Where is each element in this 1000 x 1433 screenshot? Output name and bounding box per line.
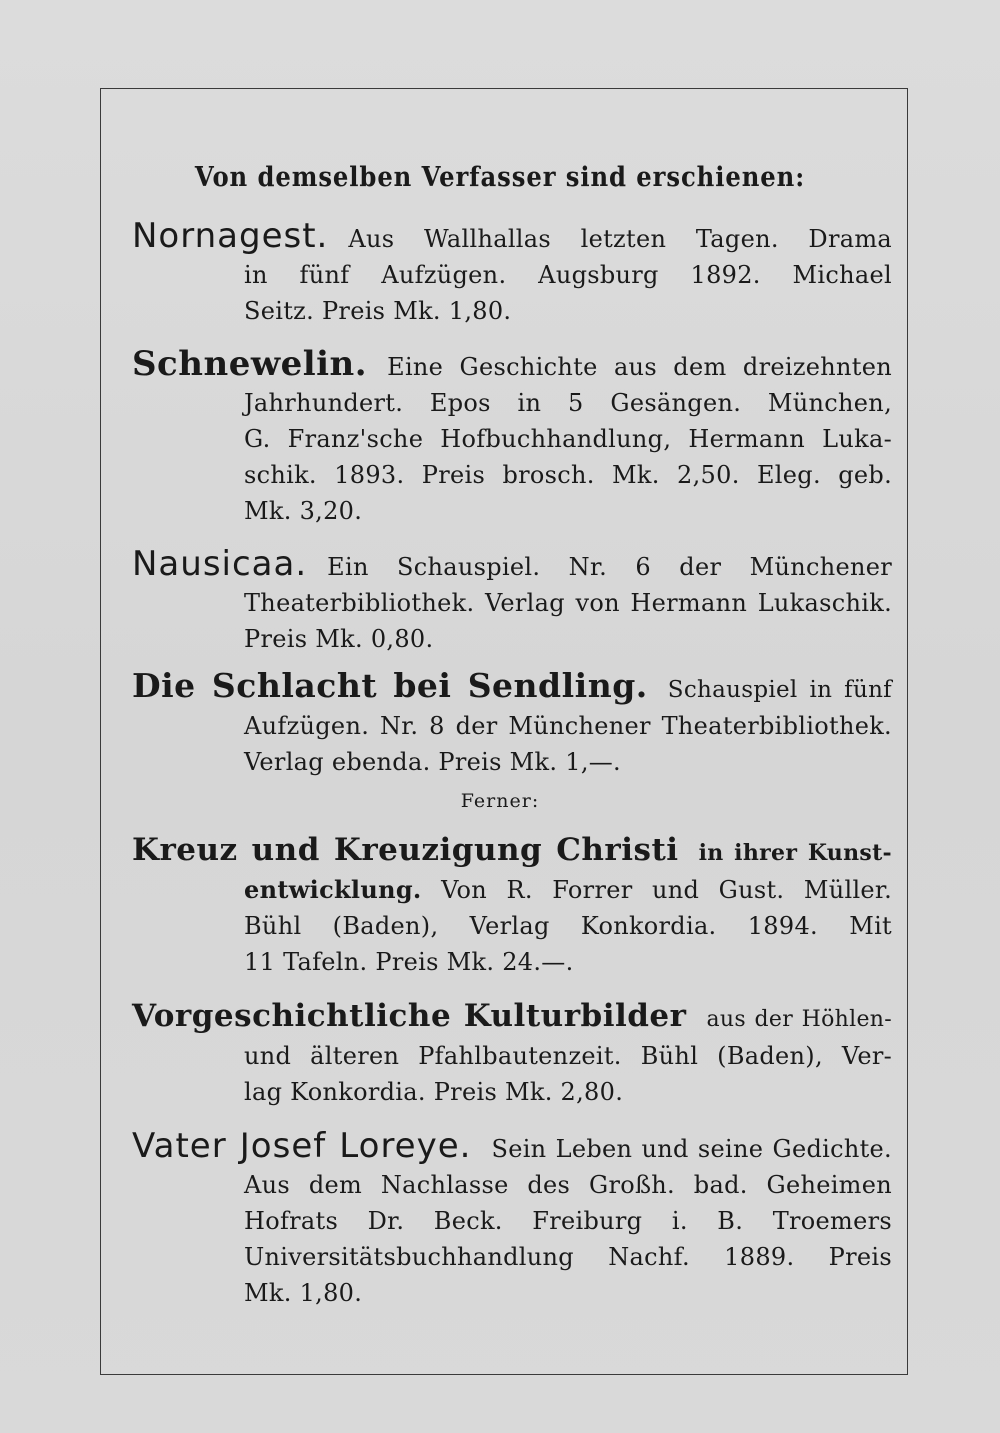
entry-line: Verlag ebenda. Preis Mk. 1,—. [244, 748, 621, 776]
entry-line-group [132, 872, 892, 908]
entry-title: Die Schlacht bei Sendling. [132, 666, 648, 705]
entry-vater-josef-loreye [132, 1128, 892, 1311]
entry-title: Nornagest. [132, 216, 329, 256]
entry-first-line [132, 832, 892, 872]
entry-line: Jahrhundert. Epos in 5 Gesängen. München, [244, 389, 892, 417]
entry-title: Kreuz und Kreuzigung Christi [132, 832, 679, 868]
entry-line: aus der Höhlen- [706, 1007, 892, 1032]
entry-kreuz-und-kreuzigung [132, 832, 892, 980]
entry-line: Aus Wallhallas letzten Tagen. Drama [348, 225, 892, 253]
entry-line: schik. 1893. Preis brosch. Mk. 2,50. Eleg. geb. [244, 461, 892, 489]
entry-line: G. Franz'sche Hofbuchhandlung, Hermann Luka- [244, 425, 892, 453]
entry-vorgeschichtliche-kulturbilder [132, 998, 892, 1110]
entry-title: Vater Josef Loreye. [132, 1126, 472, 1166]
entry-line: Theaterbibliothek. Verlag von Hermann Lukaschik. [244, 589, 892, 617]
page-heading: Von demselben Verfasser sind erschienen: [194, 162, 806, 193]
entry-first-line [132, 218, 892, 257]
entry-line: Ein Schauspiel. Nr. 6 der Münchener [327, 553, 892, 581]
entry-line: Hofrats Dr. Beck. Freiburg i. B. Troemers [244, 1207, 892, 1235]
entry-line: in ihrer Kunst- [698, 840, 892, 866]
entry-line: Preis Mk. 0,80. [244, 625, 434, 653]
entry-first-line [132, 546, 892, 585]
entry-line: Aus dem Nachlasse des Großh. bad. Geheimen [244, 1171, 892, 1199]
entry-line: Von R. Forrer und Gust. Müller. [441, 876, 893, 904]
entry-first-line [132, 998, 892, 1038]
entry-first-line [132, 668, 892, 708]
entry-title: Vorgeschichtliche Kulturbilder [132, 998, 687, 1034]
entry-line: in fünf Aufzügen. Augsburg 1892. Michael [244, 261, 892, 289]
entry-line: Schauspiel in fünf [667, 677, 892, 703]
entry-schlacht-bei-sendling [132, 668, 892, 780]
entry-line: 11 Tafeln. Preis Mk. 24.—. [244, 948, 574, 976]
ferner-label: Ferner: [460, 790, 540, 812]
entry-nornagest [132, 218, 892, 329]
entry-line: Sein Leben und seine Gedichte. [491, 1135, 892, 1163]
entry-first-line [132, 346, 892, 385]
entry-line: entwicklung. [244, 875, 422, 904]
entry-line: Seitz. Preis Mk. 1,80. [244, 297, 512, 325]
entry-first-line [132, 1128, 892, 1167]
entry-line: und älteren Pfahlbautenzeit. Bühl (Baden), Ver- [244, 1042, 892, 1070]
entry-line: Eine Geschichte aus dem dreizehnten [387, 353, 892, 381]
entry-title: Nausicaa. [132, 544, 308, 584]
entry-line: Mk. 1,80. [244, 1279, 363, 1307]
entry-line: Mk. 3,20. [244, 497, 363, 525]
entry-nausicaa [132, 546, 892, 657]
entry-line: Bühl (Baden), Verlag Konkordia. 1894. Mit [244, 912, 892, 940]
entry-title: Schnewelin. [132, 344, 368, 384]
entry-line: Aufzügen. Nr. 8 der Münchener Theaterbibliothek. [244, 712, 892, 740]
entry-schnewelin [132, 346, 892, 529]
entry-line: lag Konkordia. Preis Mk. 2,80. [244, 1078, 624, 1106]
entry-line: Universitätsbuchhandlung Nachf. 1889. Preis [244, 1243, 892, 1271]
